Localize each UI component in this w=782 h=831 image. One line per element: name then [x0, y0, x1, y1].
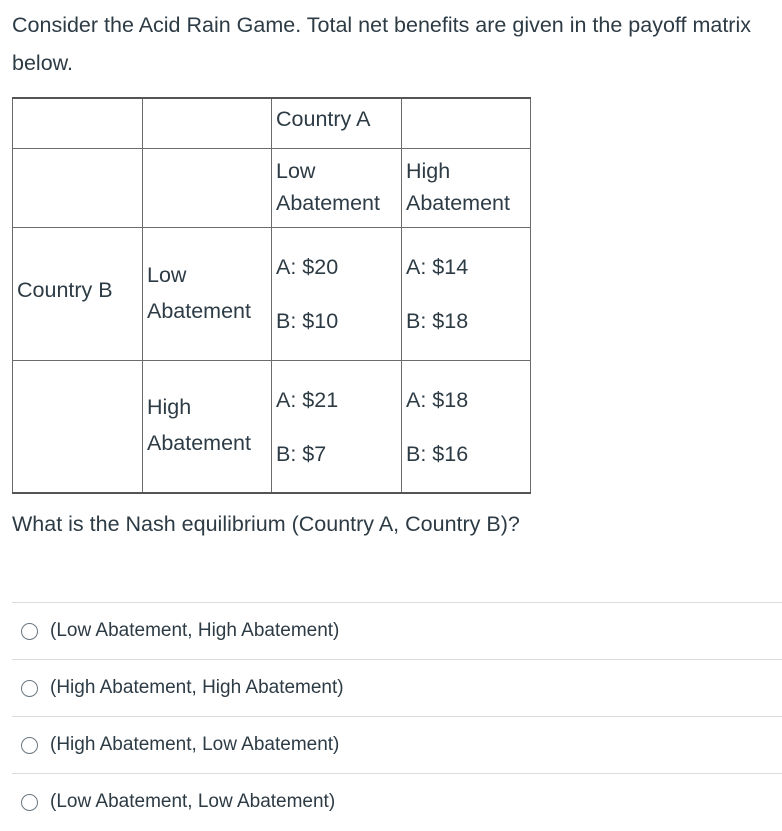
answer-option[interactable] — [12, 773, 782, 830]
row-strategy-low — [143, 227, 272, 360]
row-player-label — [13, 227, 143, 360]
payoff-a: A: $20 — [276, 254, 339, 279]
col-strategy-line2: Abatement — [276, 190, 380, 215]
answer-label[interactable]: (Low Abatement, Low Abatement) — [50, 791, 336, 812]
payoff-b: B: $18 — [406, 308, 469, 333]
radio-button[interactable] — [21, 737, 38, 754]
answer-list — [12, 602, 782, 830]
answer-label[interactable]: (High Abatement, High Abatement) — [50, 677, 344, 698]
payoff-b: B: $7 — [276, 441, 327, 466]
answer-option[interactable] — [12, 659, 782, 716]
row-strategy-line1: High — [147, 395, 192, 420]
matrix-strategy-header-row — [13, 148, 531, 227]
answer-label[interactable]: (High Abatement, Low Abatement) — [50, 734, 340, 755]
col-player-label — [272, 98, 402, 148]
payoff-cell — [272, 360, 402, 493]
row-strategy-line1: Low — [147, 262, 187, 287]
col-strategy-line1: High — [406, 158, 451, 183]
row-strategy-line2: Abatement — [147, 431, 251, 456]
radio-button[interactable] — [21, 794, 38, 811]
payoff-a: A: $18 — [406, 387, 469, 412]
row-strategy-high — [143, 360, 272, 493]
row-strategy-line2: Abatement — [147, 298, 251, 323]
payoff-cell — [402, 360, 531, 493]
question-intro: Consider the Acid Rain Game. Total net benefits are given in the payoff matrix below. — [12, 13, 751, 75]
empty-cell — [13, 360, 143, 493]
col-strategy-line2: Abatement — [406, 190, 510, 215]
col-player-text: Country A — [276, 107, 371, 131]
payoff-a: A: $14 — [406, 254, 469, 279]
payoff-matrix — [12, 97, 531, 494]
radio-button[interactable] — [21, 680, 38, 697]
matrix-row-high — [13, 360, 531, 493]
col-strategy-low — [272, 148, 402, 227]
empty-cell — [143, 98, 272, 148]
radio-button[interactable] — [21, 623, 38, 640]
empty-cell — [13, 98, 143, 148]
matrix-row-low — [13, 227, 531, 360]
empty-cell — [143, 148, 272, 227]
payoff-b: B: $16 — [406, 441, 469, 466]
row-player-text: Country B — [17, 278, 113, 302]
matrix-header-row — [13, 98, 531, 148]
payoff-cell — [402, 227, 531, 360]
answer-option[interactable] — [12, 716, 782, 773]
payoff-b: B: $10 — [276, 308, 339, 333]
payoff-a: A: $21 — [276, 387, 339, 412]
question-prompt: What is the Nash equilibrium (Country A, Country B)? — [12, 512, 520, 536]
answer-option[interactable] — [12, 602, 782, 659]
empty-cell — [402, 98, 531, 148]
col-strategy-high — [402, 148, 531, 227]
payoff-cell — [272, 227, 402, 360]
empty-cell — [13, 148, 143, 227]
col-strategy-line1: Low — [276, 158, 316, 183]
answer-label[interactable]: (Low Abatement, High Abatement) — [50, 620, 340, 641]
